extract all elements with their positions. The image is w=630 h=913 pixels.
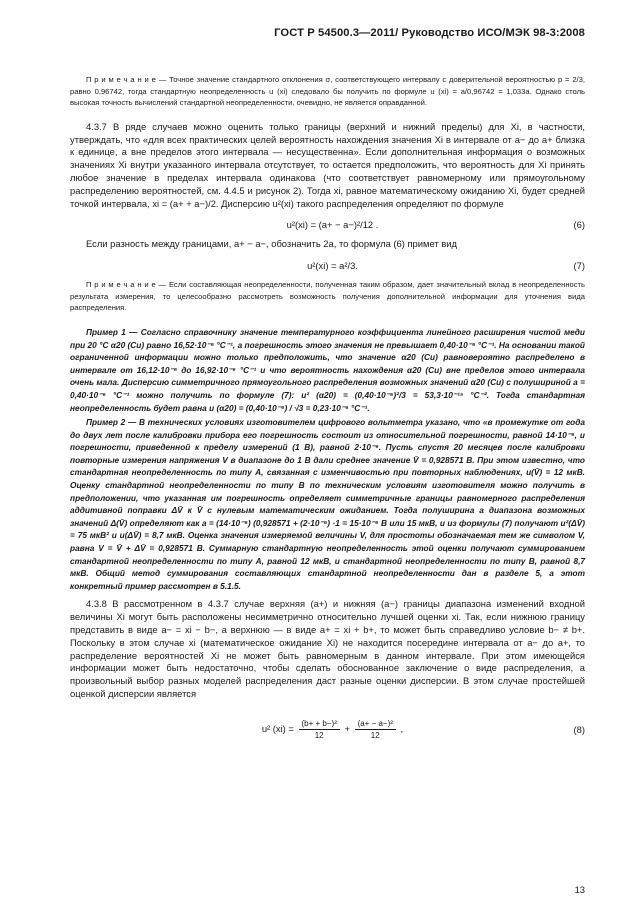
note-1: П р и м е ч а н и е — Точное значение стандартного отклонения σ, соответствующего интервалу с доверительной вероятностью p = 2/3, равно 0,96742, тогда стандартную неопределенность u (xi) следовало бы получить по формуле u (xi) = a/0,96742 = 1,033a. Однако столь высокая точность вычислений стандартной неопределенности, очевидно, не является оправданной.: [70, 75, 585, 108]
paragraph-4-3-8: 4.3.8 В рассмотренном в 4.3.7 случае верхняя (a+) и нижняя (a−) границы диапазона изменений входной величины Xi могут быть расположены несимметрично относительно лучшей оценки xi. Так, если нижнюю границу представить в виде a− = xi − b−, а верхнюю — в виде a+ = xi + b+, то может быть справедливо условие b− ≠ b+. Поскольку в этом случае xi (математическое ожидание Xi) не находится посередине интервала от a− до a+, то распределение вероятностей Xi не может быть равномерным в данном интервале. При этом имеющейся информации может быть недостаточно, чтобы сделать обоснованное заключение о виде распределения, а произвольный выбор разных моделей распределения даст разные оценки дисперсии. В этом случае простейшей оценкой дисперсии является: [70, 598, 585, 699]
formula-6: [70, 216, 585, 232]
formula-8: [70, 713, 585, 747]
formula-6-expression: u²(xi) = (a+ − a−)²/12 .: [286, 218, 379, 230]
running-header: ГОСТ Р 54500.3—2011/ Руководство ИСО/МЭК 98-3:2008: [274, 27, 585, 39]
formula-8-expression: [70, 719, 555, 740]
example-1: Пример 1 — Согласно справочнику значение температурного коэффициента линейного расширения чистой меди при 20 °С α20 (Cu) равно 16,52·10⁻⁶ °C⁻¹, а погрешность этого значения не превышает 0,40·10⁻⁶ °C⁻¹. На основании такой ограниченной информации можно только предположить, что значение α20 (Cu) равновероятно распределено в интервале от 16,12·10⁻⁶ до 16,92·10⁻⁶ °C⁻¹ и что вероятность нахождения α20 (Cu) вне пределов этого интервала очень мала. Дисперсию симметричного прямоугольного распределения возможных значений α20 (Cu) с полушириной a = 0,40·10⁻⁶ °C⁻¹ можно получить по формуле (7): u² (α20) = (0,40·10⁻⁶)²/3 = 53,3·10⁻¹⁵ °C⁻². Тогда стандартная неопределенность будет равна u (α20) = (0,40·10⁻⁶) / √3 = 0,23·10⁻⁶ °C⁻¹.: [70, 326, 585, 413]
formula-8-fraction-1-numerator: (b+ + b−)²: [299, 719, 340, 730]
paragraph-4-3-7-continued: Если разность между границами, a+ − a−, обозначить 2a, то формула (6) примет вид: [86, 238, 457, 250]
page-number: 13: [574, 884, 585, 895]
formula-7: [70, 257, 585, 273]
formula-8-fraction-2-numerator: (a+ − a−)²: [355, 719, 396, 730]
formula-7-number: (7): [573, 259, 585, 271]
formula-7-expression: u²(xi) = a²/3.: [307, 259, 358, 271]
formula-8-fraction-2: [355, 719, 396, 740]
formula-6-number: (6): [573, 218, 585, 230]
formula-8-number: (8): [573, 724, 585, 736]
formula-8-fraction-2-denominator: 12: [370, 731, 380, 741]
paragraph-4-3-7: 4.3.7 В ряде случаев можно оценить только границы (верхний и нижний пределы) для Xi, в частности, утверждать, что «для всех практических целей вероятность нахождения значения Xi в интервале от a− до a+ близка к единице, а вне пределов этого интервала — несущественна». Если дополнительная информация о возможных значениях Xi внутри указанного интервала отсутствует, то остается предположить, что вероятность для Xi принять любое значение в пределах интервала одинакова (что соответствует равномерному или прямоугольному распределению вероятностей, см. 4.4.5 и рисунок 2). Тогда xi, равное математическому ожиданию Xi, будет средней точкой интервала, xi = (a+ + a−)/2. Дисперсию u²(xi) такого распределения определяют по формуле: [70, 120, 585, 209]
formula-8-lhs: u² (xi) =: [261, 723, 294, 735]
page-content: [70, 74, 585, 755]
example-2: Пример 2 — В технических условиях изготовителем цифрового вольтметра указано, что «в промежутке от года до двух лет после калибровки прибора его погрешность состоит из относительной погрешности, равной 14·10⁻⁶, и погрешности, приведенной к пределу измерений (1 В), равной 2·10⁻⁶. Пусть спустя 20 месяцев после калибровки повторные измерения напряжения V в диапазоне до 1 В дали среднее значение V̄ = 0,928571 В. При этом известно, что стандартная неопределенность по типу А, связанная с изменчивостью при повторных наблюдениях, u(V̄) = 12 мкВ. Оценку стандартной неопределенности по типу В по техническим условиям изготовителя можно получить в предположении, что указанная им погрешность определяет симметричные границы равномерного распределения аддитивной поправки ΔV̄ к V̄ с нулевым математическим ожиданием. Тогда полуширина a диапазона возможных значений Δ(V̄) определяют как a = (14·10⁻⁶) (0,928571 + (2·10⁻⁶) ·1 = 15·10⁻⁶ В или 15 мкВ, и из формулы (7) получают u²(ΔV̄) = 75 мкВ² и u(ΔV̄) = 8,7 мкВ. Оценка значения измеряемой величины V, для простоты обозначаемая тем же символом V, равна V = V̄ + ΔV̄ = 0,928571 В. Суммарную стандартную неопределенность этой оценки получают суммированием стандартной неопределенности по типу А, равной 12 мкВ, и стандартной неопределенности по типу В, равной 8,7 мкВ. Общий метод суммирования составляющих стандартной неопределенности дан в разделе 5, а этот конкретный пример рассмотрен в 5.1.5.: [70, 417, 585, 591]
formula-8-operator: +: [344, 723, 350, 735]
formula-8-fraction-1: [299, 719, 340, 740]
formula-8-fraction-1-denominator: 12: [314, 731, 324, 741]
note-2: П р и м е ч а н и е — Если составляющая неопределенности, полученная таким образом, дает значительный вклад в неопределенность результата измерения, то целесообразно рассмотреть возможность получения дополнительной информации для уточнения вида распределения.: [70, 280, 585, 313]
formula-8-tail: ,: [400, 723, 404, 735]
